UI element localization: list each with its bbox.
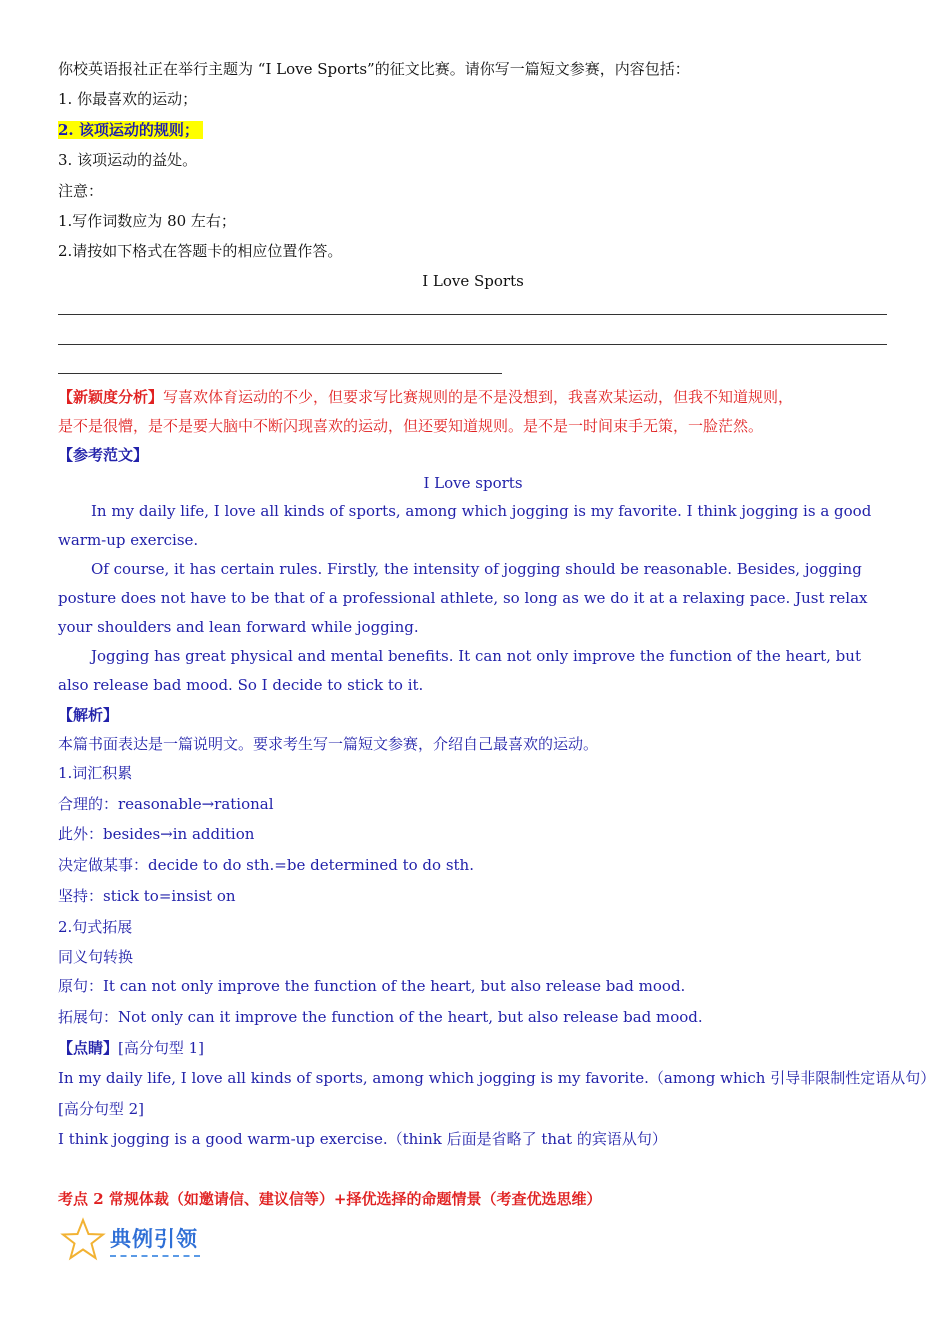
pattern-1-label: [高分句型 1] <box>118 1039 205 1057</box>
model-paragraph-1: In my daily life, I love all kinds of sports, among which jogging is my favorite. I think jogging is a good warm-up exercise. <box>58 502 872 549</box>
vocab-item-3: 决定做某事：decide to do sth.=be determined to do sth. <box>58 856 474 874</box>
highlight-label: 【点睛】 <box>58 1039 119 1057</box>
model-essay-title: I Love sports <box>423 474 523 492</box>
note-1: 1.写作词数应为 80 左右； <box>58 212 236 230</box>
highlight-line <box>58 1038 204 1058</box>
pattern-2-sentence: I think jogging is a good warm-up exercise.（think 后面是省略了 that 的宾语从句） <box>58 1130 667 1148</box>
vocab-item-4: 坚持：stick to=insist on <box>58 887 236 905</box>
essay-title: I Love Sports <box>422 272 524 290</box>
prompt-item-1: 1. 你最喜欢的运动； <box>58 90 198 108</box>
prompt-item-3: 3. 该项运动的益处。 <box>58 151 198 169</box>
example-guide-logo <box>58 1215 208 1265</box>
prompt-intro: 你校英语报社正在举行主题为 “I Love Sports”的征文比赛。请你写一篇短文参赛，内容包括： <box>58 60 690 78</box>
note-label: 注意： <box>58 182 104 200</box>
novelty-analysis-line2: 是不是很懵，是不是要大脑中不断闪现喜欢的运动，但还要知道规则。是不是一时间束手无策，一脸茫然。 <box>58 417 764 435</box>
model-essay-label: 【参考范文】 <box>58 446 149 464</box>
answer-line-3 <box>58 373 502 374</box>
answer-line-2 <box>58 344 887 345</box>
highlighted-requirement: 2. 该项运动的规则； <box>58 121 203 139</box>
explanation-summary: 本篇书面表达是一篇说明文。要求考生写一篇短文参赛，介绍自己最喜欢的运动。 <box>58 735 599 753</box>
answer-line-1 <box>58 314 887 315</box>
vocab-item-1: 合理的：reasonable→rational <box>58 795 274 813</box>
vocab-item-2: 此外：besides→in addition <box>58 825 255 843</box>
model-paragraph-2: Of course, it has certain rules. Firstly, the intensity of jogging should be reasonable. Besides, jogging posture does not have to be that of a professional athlete, so long as we do it at a relaxing pace. Just relax your shoulders and lean forward while jogging. <box>58 560 868 636</box>
logo-underline <box>110 1255 200 1257</box>
pattern-2-label: [高分句型 2] <box>58 1100 145 1118</box>
novelty-analysis-line1: 【新颖度分析】写喜欢体育运动的不少，但要求写比赛规则的是不是没想到，我喜欢某运动，但我不知道规则， <box>58 388 794 406</box>
note-2: 2.请按如下格式在答题卡的相应位置作答。 <box>58 242 343 260</box>
novelty-analysis-label: 【新颖度分析】 <box>58 388 164 406</box>
prompt-item-2 <box>58 120 203 140</box>
vocab-heading: 1.词汇积累 <box>58 764 133 782</box>
original-sentence: 原句：It can not only improve the function of the heart, but also release bad mood. <box>58 977 686 995</box>
star-icon <box>60 1217 106 1263</box>
expanded-sentence: 拓展句：Not only can it improve the function of the heart, but also release bad mood. <box>58 1008 703 1026</box>
model-paragraph-3: Jogging has great physical and mental benefits. It can not only improve the function of the heart, but also release bad mood. So I decide to stick to it. <box>58 647 861 694</box>
logo-text: 典例引领 <box>110 1227 198 1251</box>
pattern-1-sentence: In my daily life, I love all kinds of sports, among which jogging is my favorite.（among which 引导非限制性定语从句） <box>58 1069 936 1087</box>
section-2-heading: 考点 2 常规体裁（如邀请信、建议信等）+择优选择的命题情景（考查优选思维） <box>58 1190 602 1208</box>
sentence-heading: 2.句式拓展 <box>58 918 133 936</box>
explanation-label: 【解析】 <box>58 706 119 724</box>
sentence-subheading: 同义句转换 <box>58 948 134 966</box>
